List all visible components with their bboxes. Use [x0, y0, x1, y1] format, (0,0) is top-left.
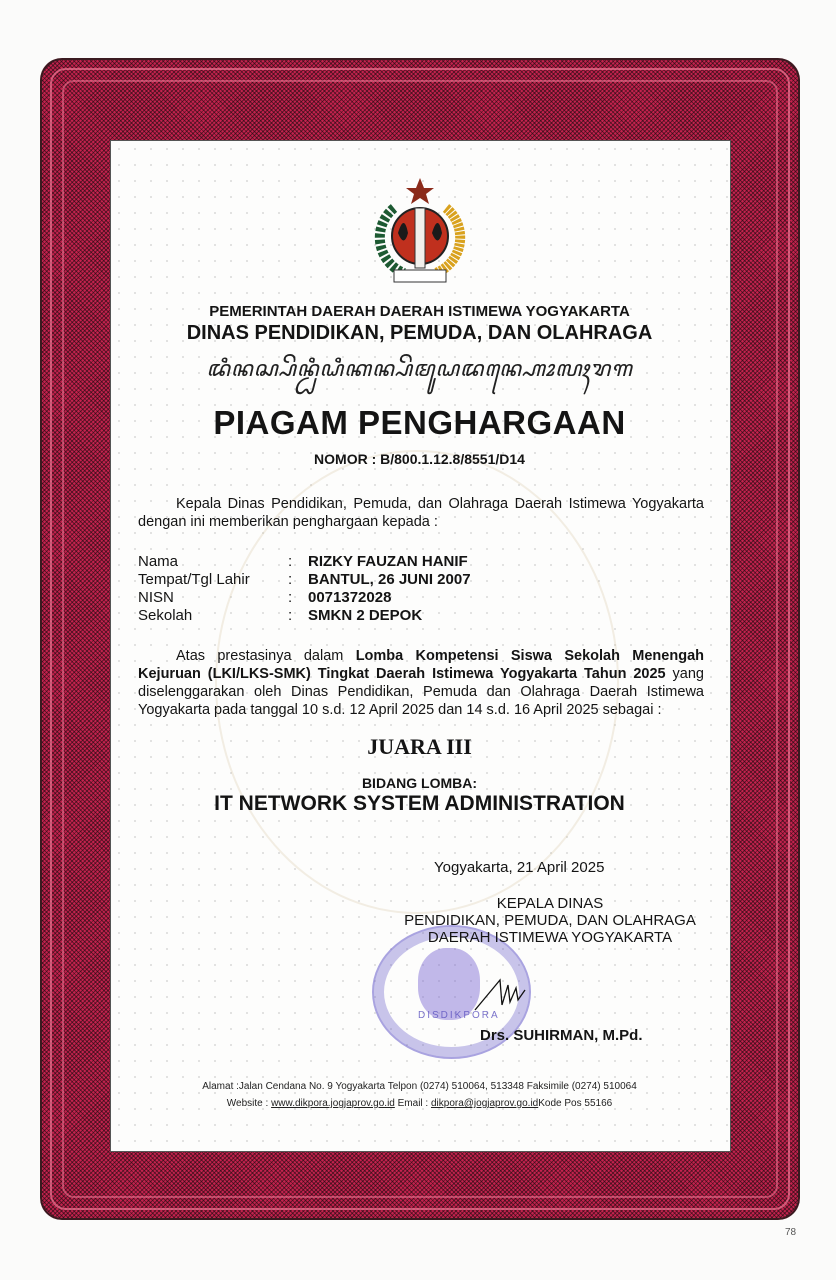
signer-position: PENDIDIKAN, PEMUDA, DAN OLAHRAGA — [404, 912, 696, 929]
field-label: Nama — [138, 553, 179, 570]
footer-address: Alamat :Jalan Cendana No. 9 Yogyakarta Telpon (0274) 510064, 513348 Faksimile (0274) 510064 — [202, 1081, 637, 1092]
competition-name: Lomba Kompetensi Siswa Sekolah Menengah Kejuruan (LKI/LKS-SMK) Tingkat Daerah Istimewa Yogyakarta Tahun 2025 — [138, 648, 704, 682]
field-label: BIDANG LOMBA: — [361, 775, 478, 791]
javanese-script: ꦢꦶꦤꦱ꧀ꦥꦼꦤ꧀ꦝꦶꦝꦶꦏꦤ꧀ꦥꦼꦩꦸꦝꦢꦤ꧀ꦲꦺꦴꦭꦃꦫꦒ — [206, 357, 633, 382]
signature-icon — [470, 960, 530, 1020]
stamp-text: DISDIKPORA — [418, 1010, 500, 1021]
field-row-nisn: NISN : 0071372028 — [138, 589, 392, 606]
page-number: 78 — [785, 1227, 797, 1238]
footer-contact: Website : www.dikpora.jogjaprov.go.id Email : dikpora@jogjaprov.go.idKode Pos 55166 — [226, 1098, 613, 1109]
recipient-fields — [138, 553, 471, 625]
certificate-title: PIAGAM PENGHARGAAN — [213, 404, 626, 441]
signer-name: Drs. SUHIRMAN, M.Pd. — [480, 1027, 643, 1044]
competition-field: IT NETWORK SYSTEM ADMINISTRATION — [214, 792, 625, 815]
field-value: SMKN 2 DEPOK — [308, 607, 423, 624]
field-label: Sekolah — [138, 607, 193, 624]
agency-name: DINAS PENDIDIKAN, PEMUDA, DAN OLAHRAGA — [186, 322, 653, 344]
signer-position: KEPALA DINAS — [496, 895, 604, 912]
signer-position: DAERAH ISTIMEWA YOGYAKARTA — [427, 929, 673, 946]
field-label: NISN — [138, 589, 174, 606]
field-value: 0071372028 — [308, 589, 392, 606]
certificate-number: NOMOR : B/800.1.12.8/8551/D14 — [314, 451, 525, 467]
email-link[interactable]: dikpora@jogjaprov.go.id — [430, 1098, 539, 1109]
government-name: PEMERINTAH DAERAH DAERAH ISTIMEWA YOGYAKARTA — [209, 303, 630, 320]
field-label: Tempat/Tgl Lahir — [138, 571, 250, 588]
field-row-school: Sekolah : SMKN 2 DEPOK — [138, 607, 423, 624]
achievement-paragraph: Atas prestasinya dalam Lomba Kompetensi Siswa Sekolah Menengah Kejuruan (LKI/LKS-SMK) Tingkat Daerah Istimewa Yogyakarta Tahun 2025 yang diselenggarakan oleh Dinas Pendidikan, Pemuda dan Olahraga Daerah Istimewa Yogyakarta pada tanggal 10 s.d. 12 April 2025 dan 14 s.d. 16 April 2025 sebagai : — [138, 648, 704, 718]
place-date: Yogyakarta, 21 April 2025 — [434, 859, 605, 876]
field-value: RIZKY FAUZAN HANIF — [308, 553, 468, 570]
field-value: BANTUL, 26 JUNI 2007 — [308, 571, 471, 588]
coat-of-arms-icon — [374, 178, 466, 286]
website-link[interactable]: www.dikpora.jogjaprov.go.id — [271, 1098, 395, 1109]
field-row-name: Nama : RIZKY FAUZAN HANIF — [138, 553, 468, 570]
intro-paragraph: Kepala Dinas Pendidikan, Pemuda, dan Olahraga Daerah Istimewa Yogyakarta dengan ini memberikan penghargaan kepada : — [138, 496, 704, 530]
award-rank: JUARA III — [367, 734, 472, 759]
field-row-birth: Tempat/Tgl Lahir : BANTUL, 26 JUNI 2007 — [138, 571, 471, 588]
